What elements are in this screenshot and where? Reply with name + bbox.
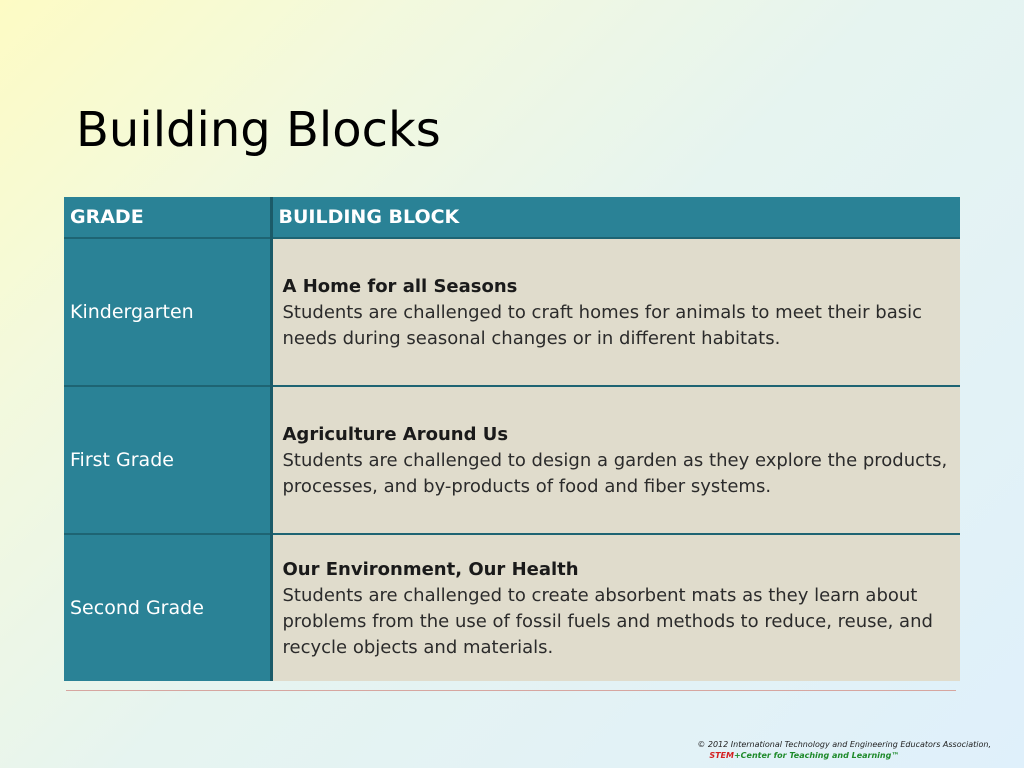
building-block-title: A Home for all Seasons — [282, 276, 518, 297]
table-row — [64, 534, 960, 681]
grade-cell: First Grade — [64, 386, 271, 534]
footer-center-name: Center for Teaching and Learning™ — [740, 751, 900, 760]
building-block-title: Our Environment, Our Health — [282, 559, 579, 580]
footer-copyright: © 2012 International Technology and Engineering Educators Association, — [697, 740, 991, 749]
building-block-cell — [271, 534, 960, 681]
building-block-cell — [271, 386, 960, 534]
building-block-cell — [271, 238, 960, 386]
grade-cell: Second Grade — [64, 534, 271, 681]
footer-center-line — [697, 750, 991, 761]
building-blocks-table — [64, 197, 960, 675]
grade-cell: Kindergarten — [64, 238, 271, 386]
slide-title: Building Blocks — [76, 102, 441, 158]
table-row — [64, 386, 960, 534]
table-row — [64, 238, 960, 386]
building-block-description: Students are challenged to create absorbent mats as they learn about problems from the use of fossil fuels and methods to reduce, reuse, and recycle objects and materials. — [282, 585, 933, 658]
footer-stem: STEM — [709, 751, 734, 760]
footer-plus: + — [733, 751, 741, 760]
footer-credit — [697, 739, 991, 761]
column-header-grade: GRADE — [64, 197, 271, 238]
footer-divider — [66, 690, 956, 691]
building-block-description: Students are challenged to craft homes for animals to meet their basic needs during seasonal changes or in different habitats. — [282, 302, 923, 349]
building-block-description: Students are challenged to design a garden as they explore the products, processes, and by-products of food and fiber systems. — [282, 450, 948, 497]
building-block-title: Agriculture Around Us — [282, 424, 509, 445]
column-header-building-block: BUILDING BLOCK — [271, 197, 960, 238]
table-header-row — [64, 197, 960, 238]
